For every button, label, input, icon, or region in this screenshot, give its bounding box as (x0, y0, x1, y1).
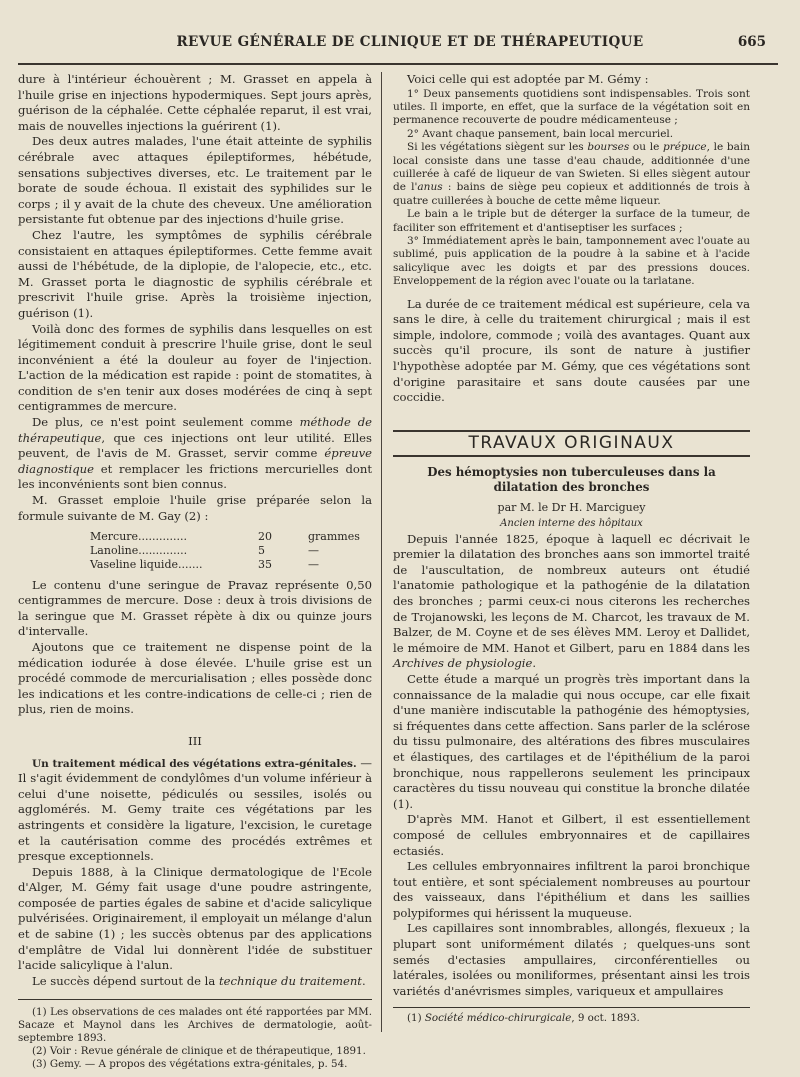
paragraph: Voici celle qui est adoptée par M. Gémy : (407, 72, 649, 86)
paragraph: La durée de ce traitement médical est supérieure, cela va sans le dire, à celle du traitement chirurgical ; mais il est simple, indolore, commode ; voilà des avantages. Quant aux succès qu'il procure, ils sont de nature à justifier l'hypothèse adoptée par M. Gémy, que ces végétations sont d'origine parasitaire et sans doute causées par une coccidie. (393, 296, 750, 405)
journal-title: REVUE GÉNÉRALE DE CLINIQUE ET DE THÉRAPEUTIQUE (176, 34, 644, 50)
paragraph: Le succès dépend surtout de la technique du traitement. (32, 973, 366, 988)
list-item: 2° Avant chaque pansement, bain local mercuriel. (407, 127, 674, 140)
paragraph: Depuis 1888, à la Clinique dermatologique de l'Ecole d'Alger, M. Gémy fait usage d'une poudre astringente, composée de parties égales de sabine et d'acide salicylique pulvérisées. Originairement, il employait un mélange d'alun et de sabine (1) ; les succès obtenus par des applications d'emplâtre de Vidal lui donnèrent l'idée de substituer l'acide salicylique à l'alun. (18, 864, 372, 973)
paragraph: Depuis l'année 1825, époque à laquell ec décrivait le premier la dilatation des bronches aans son immortel traité de l'auscultation, de nombreux auteurs ont étudié l'anatomie pathologique et la pathogénie de la dilatation des bronches ; parmi ceux-ci nous citerons les recherches de Trojanowski, les leçons de M. Charcot, les travaux de M. Balzer, de M. Coyne et de ses élèves MM. Leroy et Dallidet, le mémoire de MM. Hanot et Gilbert, paru en 1884 dans les Archives de physiologie. (393, 531, 750, 671)
section-number: III (188, 733, 202, 748)
footnote: (1) Société médico-chirurgicale, 9 oct. 1893. (407, 1012, 640, 1025)
paragraph: Voilà donc des formes de syphilis dans lesquelles on est légitimement conduit à prescrire l'huile grise, dont le seul inconvénient a été la douleur au foyer de l'injection. L'action de la médication est rapide : point de stomatites, à condition de s'en tenir aux doses modérées de cinq à sept centigrammes de mercure. (18, 321, 372, 414)
section-heading: TRAVAUX ORIGINAUX (393, 430, 750, 458)
footnote: (1) Les observations de ces malades ont été rapportées par MM. Sacaze et Maynol dans les Archives de dermatologie, août-septembre 1893. (18, 1006, 372, 1045)
footnote: (2) Voir : Revue générale de clinique et de thérapeutique, 1891. (32, 1045, 366, 1058)
paragraph: M. Grasset emploie l'huile grise préparée selon la formule suivante de M. Gay (2) : (18, 493, 372, 523)
recipe-row: Vaseline liquide....... 35 — (90, 557, 319, 571)
recipe-row: Mercure.............. 20 grammes (90, 530, 360, 544)
paragraph: dure à l'intérieur échouèrent ; M. Grasset en appela à l'huile grise en injections hypodermiques. Sept jours après, guérison de la céphalée. Cette céphalée reparut, il est vrai, mais de nouvelles injections la guérirent (1). (18, 72, 372, 133)
footnote: (3) Gemy. — A propos des végétations extra-génitales, p. 54. (32, 1058, 348, 1071)
paragraph: Le contenu d'une seringue de Pravaz représente 0,50 centigrammes de mercure. Dose : deux à trois divisions de la seringue que M. Grasset répète à dix ou quinze jours d'intervalle. (18, 577, 372, 639)
column-divider (381, 72, 382, 1032)
footnote-rule (18, 999, 372, 1000)
paragraph: Chez l'autre, les symptômes de syphilis cérébrale consistaient en attaques épileptiformes. Cette femme avait aussi de l'hébétude, de la diplopie, de l'alopecie, etc., etc. M. Grasset porta le diagnostic de syphilis cérébrale et prescrivit l'huile grise. Après la troisième injection, guérison (1). (18, 227, 372, 320)
page-number: 665 (737, 34, 766, 50)
treatment-list (393, 88, 750, 289)
author-affiliation: Ancien interne des hôpitaux (500, 518, 643, 530)
recipe-row: Lanoline.............. 5 — (90, 544, 319, 558)
running-header (30, 32, 790, 54)
paragraph: D'après MM. Hanot et Gilbert, il est essentiellement composé de cellules embryonnaires et de capillaires ectasiés. (393, 812, 750, 858)
left-column (18, 72, 372, 1071)
paragraph: Ajoutons que ce traitement ne dispense point de la médication iodurée à dose élevée. L'huile grise est un procédé commode de mercurialisation ; elles possède donc les indications et les contre-indications de celle-ci ; rien de plus, rien de moins. (18, 639, 372, 717)
right-column (393, 72, 750, 1025)
paragraph: Les cellules embryonnaires infiltrent la paroi bronchique tout entière, et sont spécialement nombreuses au pourtour des vaisseaux, dans l'épithélium et dans les saillies polypiformes qui hérissent la muqueuse. (393, 859, 750, 920)
footnote-rule (393, 1007, 750, 1008)
paragraph: Cette étude a marqué un progrès très important dans la connaissance de la maladie qui nous occupe, car elle fixait d'une manière indiscutable la pathogénie des hémoptysies, si fréquentes dans cette affection. Sans parler de la sclérose du tissu pulmonaire, des altérations des fibres musculaires et élastiques, des cartilages et de l'épithélium de la paroi bronchique, nous rappellerons seulement les principaux caractères du tissu nouveau qui constitue la bronche dilatée (1). (393, 671, 750, 811)
author-byline: par M. le Dr H. Marciguey (497, 501, 646, 515)
footnotes (18, 1006, 372, 1071)
footnotes (393, 1012, 750, 1025)
list-item: 3° Immédiatement après le bain, tamponnement avec l'ouate au sublimé, puis application de la poudre à la sabine et à l'acide salicylique avec les doigts et par des pressions douces. Enveloppement de la région avec l'ouate ou la tarlatane. (393, 235, 750, 288)
list-item: 1° Deux pansements quotidiens sont indispensables. Trois sont utiles. Il importe, en effet, que la surface de la végétation soit en permanence recouverte de poudre médicamenteuse ; (393, 87, 750, 127)
header-rule (18, 63, 778, 65)
paragraph: Un traitement médical des végétations extra-génitales. — Il s'agit évidemment de condylômes d'un volume inférieur à celui d'une noisette, pédiculés ou sessiles, isolés ou agglomérés. M. Gemy traite ces végétations par les astringents et considère la ligature, l'excision, le curetage et la cautérisation comme des procédés extrêmes et presque exceptionnels. (18, 755, 372, 864)
list-item: Le bain a le triple but de déterger la surface de la tumeur, de faciliter son effritement et d'antiseptiser les surfaces ; (393, 208, 750, 234)
article-title: Des hémoptysies non tuberculeuses dans la dilatation des bronches (427, 465, 716, 494)
paragraph: Les capillaires sont innombrables, allongés, flexueux ; la plupart sont uniformément dilatés ; quelques-uns sont semés d'ectasies ampullaires, circonférentielles ou latérales, isolées ou moniliformes, présentant ainsi les trois variétés d'anévrismes simples, variqueux et ampullaires (393, 921, 750, 998)
recipe-table (90, 530, 372, 571)
paragraph: De plus, ce n'est point seulement comme méthode de thérapeutique, que ces injections ont leur utilité. Elles peuvent, de l'avis de M. Grasset, servir comme épreuve diagnostique et remplacer les frictions mercurielles dont les inconvénients sont bien connus. (18, 415, 372, 492)
paragraph: Des deux autres malades, l'une était atteinte de syphilis cérébrale avec attaques épileptiformes, hébétude, sensations subjectives diverses, etc. Le traitement par le borate de soude échoua. Il existait des syphilides sur le corps ; il y avait de la chute des cheveux. Une amélioration persistante fut obtenue par des injections d'huile grise. (18, 134, 372, 227)
list-item: Si les végétations siègent sur les bourses ou le prépuce, le bain local consiste dans une tasse d'eau chaude, additionnée d'une cuillerée à café de liqueur de van Swieten. Si elles siègent autour de l'anus : bains de siège peu copieux et additionnés de trois à quatre cuillerées à bouche de cette même liqueur. (393, 141, 750, 207)
